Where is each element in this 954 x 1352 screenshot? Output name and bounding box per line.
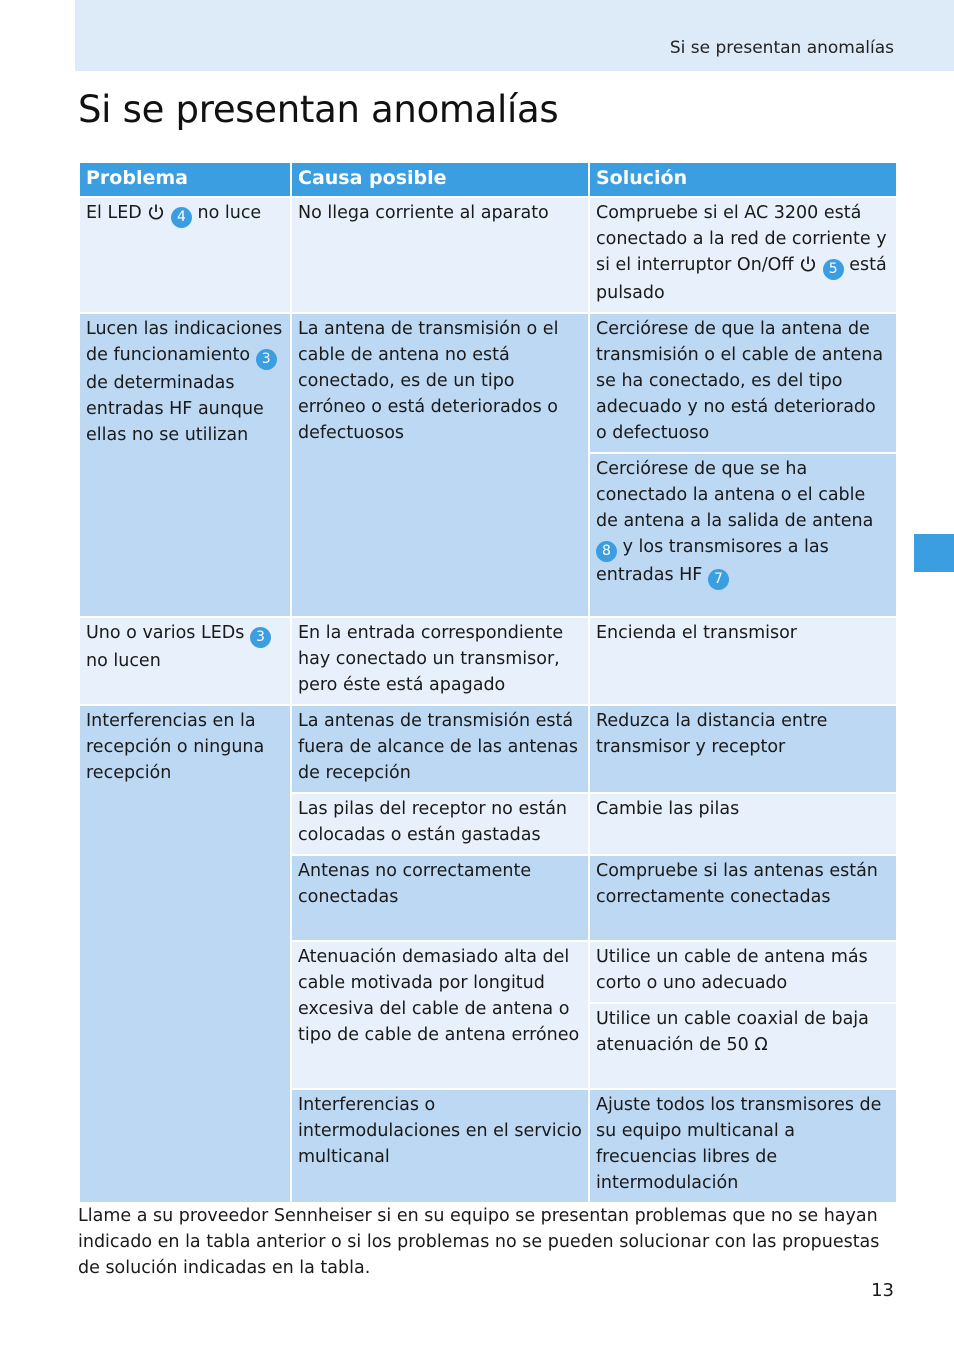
- callout-badge: 4: [171, 207, 192, 228]
- problem-cell: [79, 313, 291, 617]
- problem-text: no luce: [197, 203, 262, 223]
- table-header-row: [79, 162, 897, 197]
- cause-cell: En la entrada correspondiente hay conectado un transmisor, pero éste está apagado: [291, 617, 589, 705]
- problem-text: no lucen: [86, 651, 161, 671]
- table-row: [79, 313, 897, 453]
- solution-text: Compruebe si el AC 3200 está conectado a la red de corriente y si el interruptor On/Off: [596, 203, 887, 275]
- solution-cell: [589, 197, 897, 313]
- page-number: 13: [871, 1280, 894, 1301]
- solution-text: y los transmisores a las entradas HF: [596, 537, 829, 585]
- solution-cell: Utilice un cable de antena más corto o uno adecuado: [589, 941, 897, 1003]
- cause-cell: La antenas de transmisión está fuera de alcance de las antenas de recepción: [291, 705, 589, 793]
- footer-note: Llame a su proveedor Sennheiser si en su equipo se presentan problemas que no se hayan indicado en la tabla anterior o si los problemas no se pueden solucionar con las propuestas de solución indicadas en la tabla.: [78, 1206, 880, 1278]
- power-icon: [799, 255, 817, 273]
- problem-text: Lucen las indicaciones de funcionamiento: [86, 319, 283, 365]
- cause-cell: Interferencias o intermodulaciones en el servicio multicanal: [291, 1089, 589, 1203]
- cause-cell: Atenuación demasiado alta del cable motivada por longitud excesiva del cable de antena o tipo de cable de antena erróneo: [291, 941, 589, 1089]
- solution-cell: Ajuste todos los transmisores de su equipo multicanal a frecuencias libres de intermodulación: [589, 1089, 897, 1203]
- callout-badge: 7: [708, 569, 729, 590]
- cause-cell: Las pilas del receptor no están colocadas o están gastadas: [291, 793, 589, 855]
- section-tab-marker: [914, 534, 954, 572]
- solution-cell: Cerciórese de que la antena de transmisión o el cable de antena se ha conectado, es del tipo adecuado y no está deteriorado o defectuoso: [589, 313, 897, 453]
- problem-text: El LED: [86, 203, 142, 223]
- cause-cell: No llega corriente al aparato: [291, 197, 589, 313]
- problem-text: Uno o varios LEDs: [86, 623, 245, 643]
- column-header-problem: Problema: [79, 162, 291, 197]
- solution-cell: [589, 453, 897, 617]
- problem-cell: [79, 617, 291, 705]
- table-row: [79, 617, 897, 705]
- cause-cell: La antena de transmisión o el cable de antena no está conectado, es de un tipo erróneo o está deteriorados o defectuosos: [291, 313, 589, 617]
- callout-badge: 3: [250, 627, 271, 648]
- solution-cell: Utilice un cable coaxial de baja atenuación de 50 Ω: [589, 1003, 897, 1089]
- running-title: Si se presentan anomalías: [669, 38, 894, 58]
- troubleshooting-table: [78, 161, 898, 1204]
- power-icon: [147, 203, 165, 221]
- solution-text: está pulsado: [596, 255, 887, 303]
- solution-cell: Cambie las pilas: [589, 793, 897, 855]
- table-row: [79, 705, 897, 793]
- callout-badge: 8: [596, 541, 617, 562]
- page-title: Si se presentan anomalías: [78, 88, 559, 131]
- solution-cell: Encienda el transmisor: [589, 617, 897, 705]
- callout-badge: 5: [823, 259, 844, 280]
- header-band: [75, 0, 954, 71]
- problem-cell: Interferencias en la recepción o ninguna recepción: [79, 705, 291, 1203]
- problem-text: de determinadas entradas HF aunque ellas no se utilizan: [86, 373, 264, 445]
- solution-cell: Compruebe si las antenas están correctamente conectadas: [589, 855, 897, 941]
- table-row: [79, 197, 897, 313]
- solution-text: Cerciórese de que se ha conectado la antena o el cable de antena a la salida de antena: [596, 459, 874, 531]
- callout-badge: 3: [256, 349, 277, 370]
- solution-cell: Reduzca la distancia entre transmisor y receptor: [589, 705, 897, 793]
- cause-cell: Antenas no correctamente conectadas: [291, 855, 589, 941]
- column-header-cause: Causa posible: [291, 162, 589, 197]
- problem-cell: [79, 197, 291, 313]
- column-header-solution: Solución: [589, 162, 897, 197]
